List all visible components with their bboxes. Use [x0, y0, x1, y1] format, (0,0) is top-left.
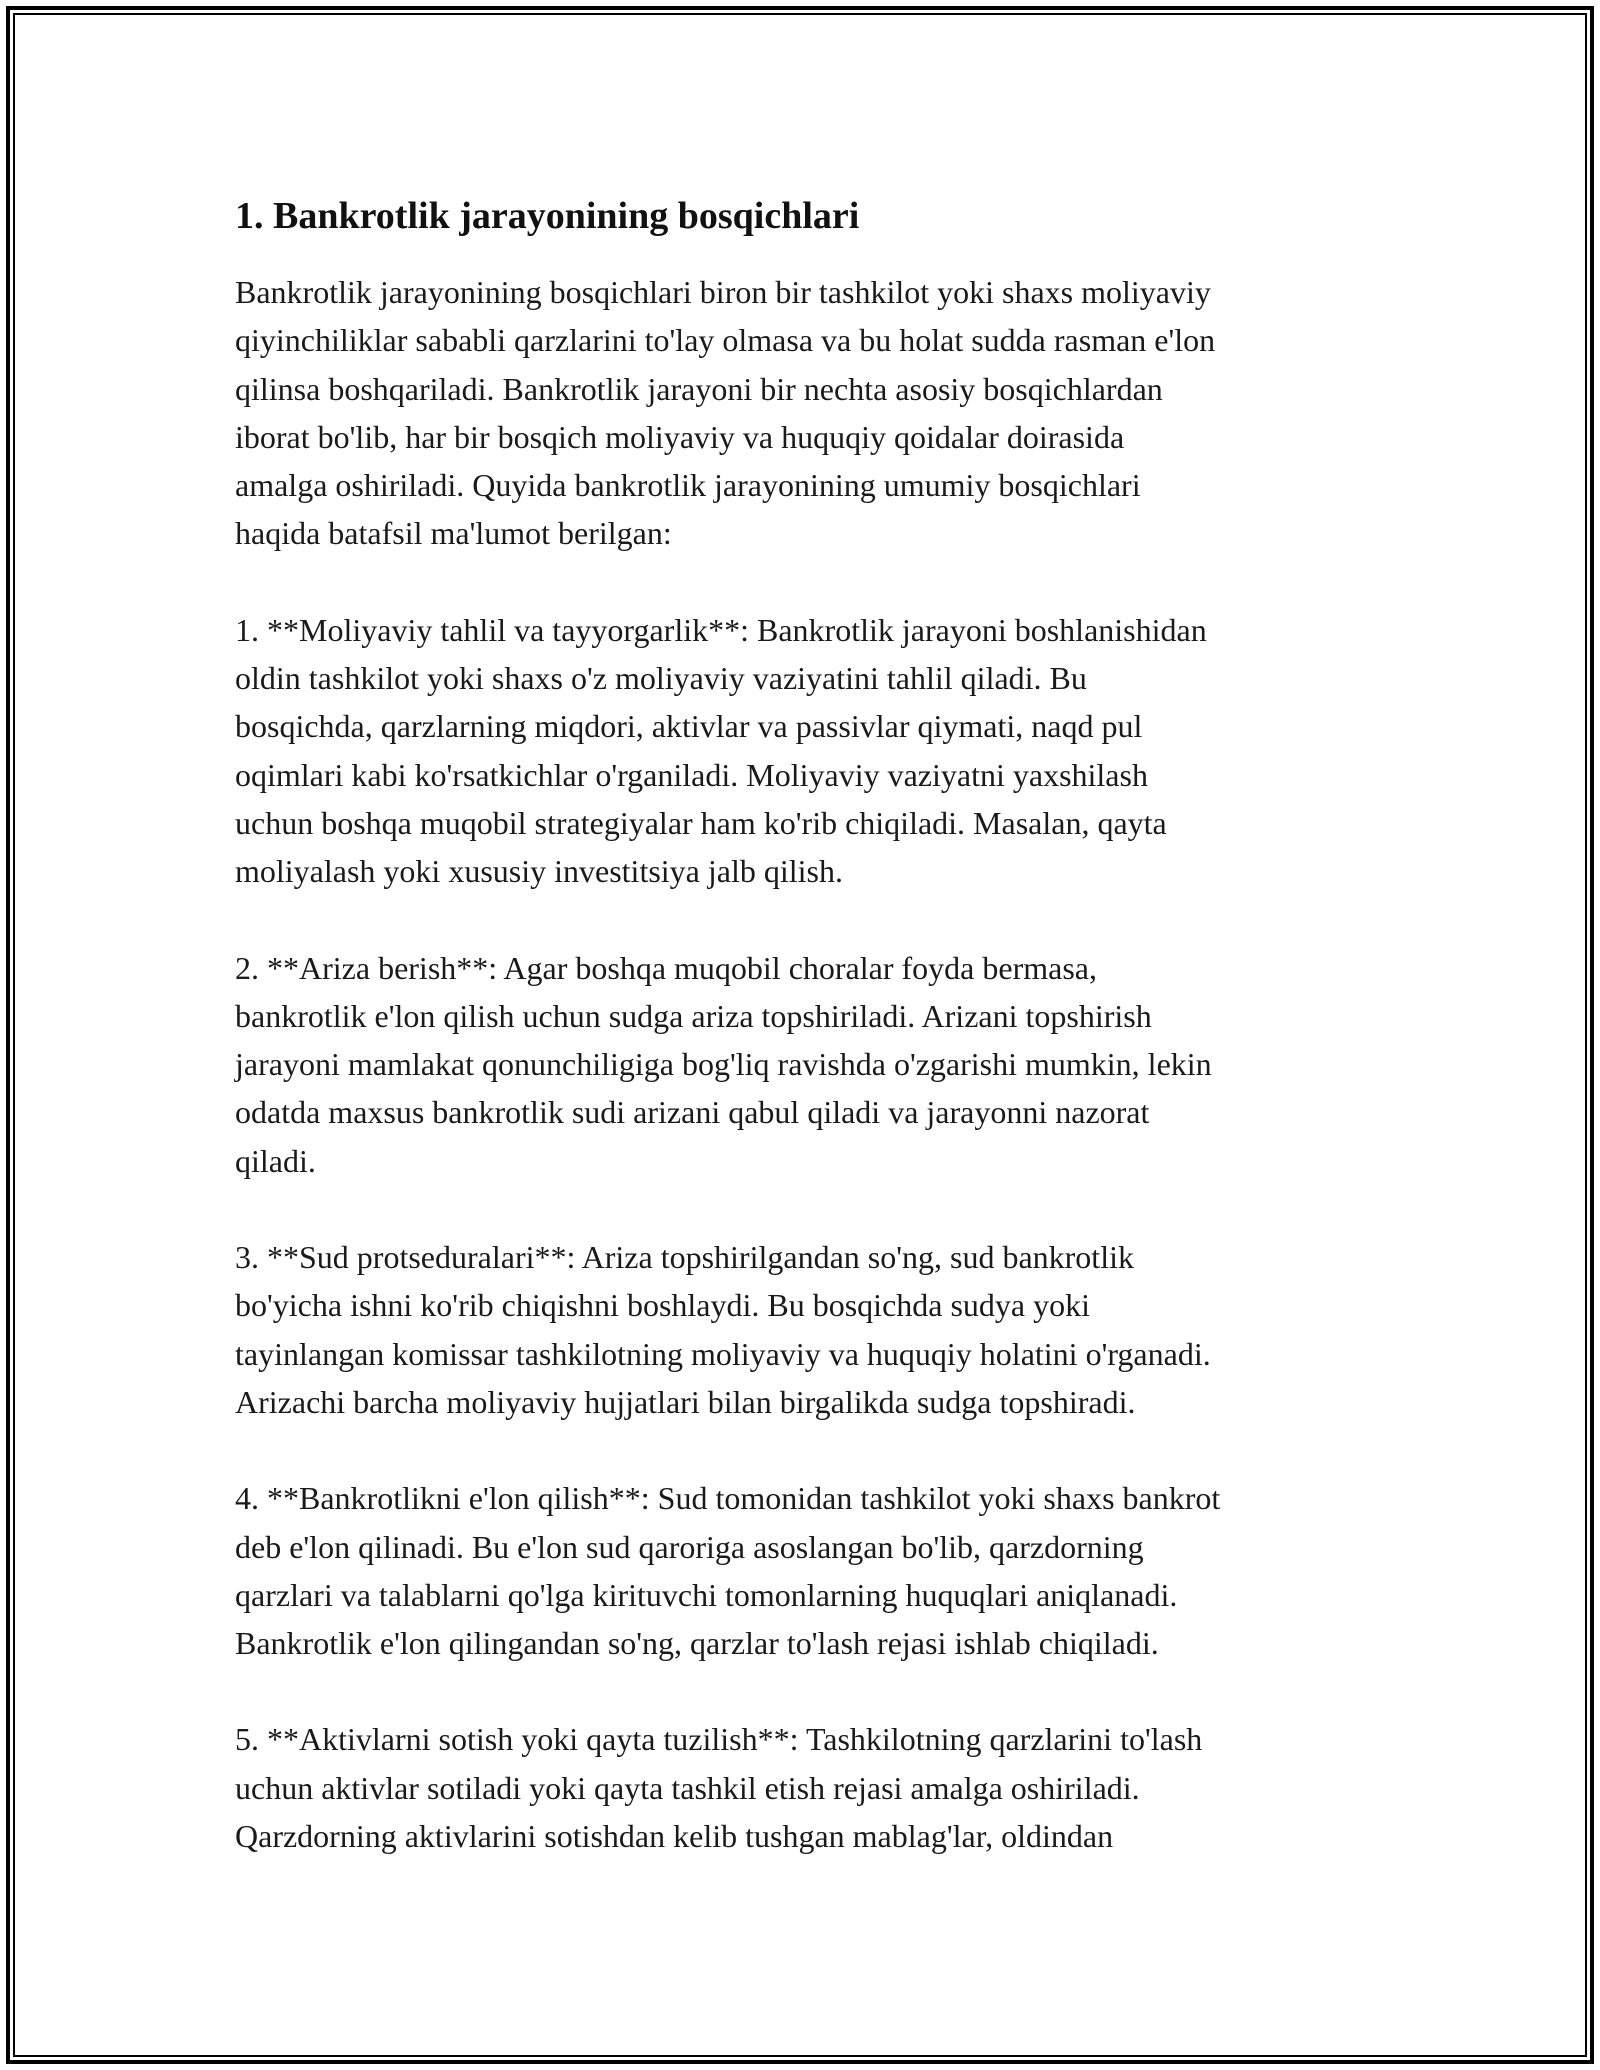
- step-5-paragraph: 5. **Aktivlarni sotish yoki qayta tuzilish**: Tashkilotning qarzlarini to'lash uchun aktivlar sotiladi yoki qayta tashkil etish rejasi amalga oshiriladi. Qarzdorning aktivlarini sotishdan kelib tushgan mablag'lar, oldindan: [235, 1721, 1203, 1855]
- step-3-paragraph: 3. **Sud protseduralari**: Ariza topshirilgandan so'ng, sud bankrotlik bo'yicha ishni ko'rib chiqishni boshlaydi. Bu bosqichda sudya yoki tayinlangan komissar tashkilotning moliyaviy va huquqiy holatini o'rganadi. Arizachi barcha moliyaviy hujjatlari bilan birgalikda sudga topshiradi.: [235, 1239, 1211, 1420]
- document-page: [235, 190, 1385, 1908]
- step-2-paragraph: 2. **Ariza berish**: Agar boshqa muqobil choralar foyda bermasa, bankrotlik e'lon qilish uchun sudga ariza topshiriladi. Arizani topshirish jarayoni mamlakat qonunchiligiga bog'liq ravishda o'zgarishi mumkin, lekin odatda maxsus bankrotlik sudi arizani qabul qiladi va jarayonni nazorat qiladi.: [235, 949, 1212, 1179]
- document-heading: 1. Bankrotlik jarayonining bosqichlari: [235, 195, 860, 237]
- step-1-paragraph: 1. **Moliyaviy tahlil va tayyorgarlik**: Bankrotlik jarayoni boshlanishidan oldin tashkilot yoki shaxs o'z moliyaviy vaziyatini tahlil qiladi. Bu bosqichda, qarzlarning miqdori, aktivlar va passivlar qiymati, naqd pul oqimlari kabi ko'rsatkichlar o'rganiladi. Moliyaviy vaziyatni yaxshilash uchun boshqa muqobil strategiyalar ham ko'rib chiqiladi. Masalan, qayta moliyalash yoki xususiy investitsiya jalb qilish.: [235, 611, 1207, 890]
- intro-paragraph: Bankrotlik jarayonining bosqichlari biron bir tashkilot yoki shaxs moliyaviy qiyinchiliklar sababli qarzlarini to'lay olmasa va bu holat sudda rasman e'lon qilinsa boshqariladi. Bankrotlik jarayoni bir nechta asosiy bosqichlardan iborat bo'lib, har bir bosqich moliyaviy va huquqiy qoidalar doirasida amalga oshiriladi. Quyida bankrotlik jarayonining umumiy bosqichlari haqida batafsil ma'lumot berilgan:: [235, 274, 1216, 552]
- step-4-paragraph: 4. **Bankrotlikni e'lon qilish**: Sud tomonidan tashkilot yoki shaxs bankrot deb e'lon qilinadi. Bu e'lon sud qaroriga asoslangan bo'lib, qarzdorning qarzlari va talablarni qo'lga kirituvchi tomonlarning huquqlari aniqlanadi. Bankrotlik e'lon qilingandan so'ng, qarzlar to'lash rejasi ishlab chiqiladi.: [235, 1480, 1221, 1662]
